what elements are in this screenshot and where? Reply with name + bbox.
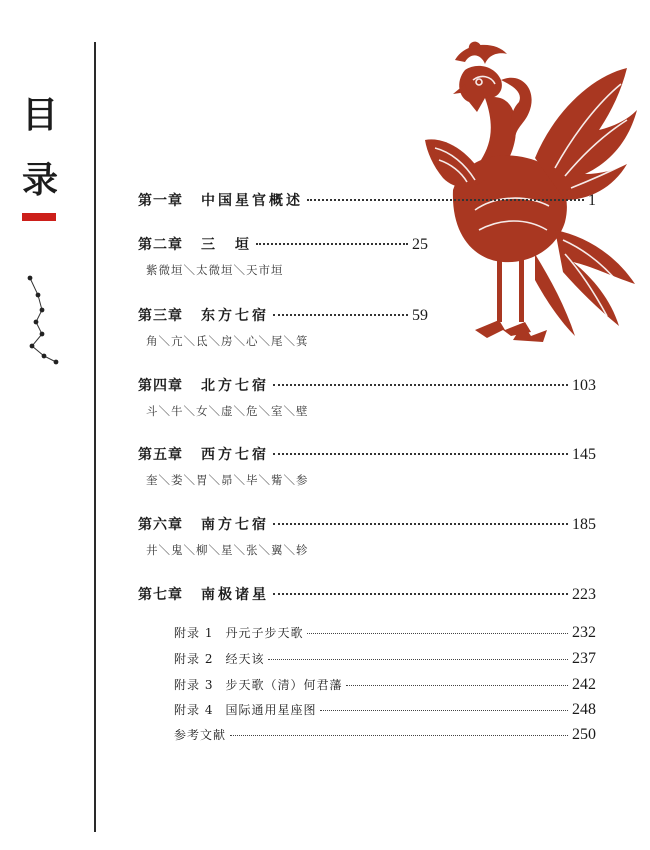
dot-leader bbox=[307, 199, 584, 201]
toc-appendix[interactable] bbox=[174, 676, 596, 694]
appendix-page-number: 248 bbox=[572, 701, 596, 718]
chapter-page-number: 223 bbox=[572, 586, 596, 603]
chapter-subitems: 奎＼娄＼胃＼昴＼毕＼觜＼参 bbox=[146, 473, 309, 487]
toc-appendix[interactable] bbox=[174, 650, 596, 668]
chapter-title: 南极诸星 bbox=[201, 587, 269, 603]
dot-leader bbox=[273, 593, 568, 595]
appendix-label: 附录 2 bbox=[174, 652, 214, 666]
chapter-label: 第二章 bbox=[138, 237, 183, 253]
dot-leader bbox=[273, 384, 568, 386]
appendix-title: 步天歌（清）何君藩 bbox=[225, 678, 343, 692]
chapter-page-number: 1 bbox=[588, 192, 596, 209]
appendix-title: 经天该 bbox=[225, 652, 265, 666]
appendix-page-number: 250 bbox=[572, 726, 596, 743]
chapter-page-number: 185 bbox=[572, 516, 596, 533]
chapter-subitems: 紫微垣＼太微垣＼天市垣 bbox=[146, 263, 284, 277]
dot-leader bbox=[273, 453, 568, 455]
dot-leader bbox=[273, 314, 408, 316]
chapter-label: 第三章 bbox=[138, 308, 183, 324]
appendix-page-number: 232 bbox=[572, 624, 596, 641]
dot-leader bbox=[273, 523, 568, 525]
title-accent-bar bbox=[22, 213, 56, 221]
dot-leader bbox=[256, 243, 408, 245]
chapter-title: 南方七宿 bbox=[201, 517, 269, 533]
dot-leader bbox=[268, 659, 568, 660]
chapter-page-number: 145 bbox=[572, 446, 596, 463]
chapter-title: 东方七宿 bbox=[201, 308, 269, 324]
dot-leader bbox=[346, 685, 568, 686]
toc-chapter[interactable] bbox=[138, 190, 598, 210]
chapter-page-number: 59 bbox=[412, 307, 428, 324]
toc-appendix[interactable] bbox=[174, 701, 596, 719]
page-title-char-1: 目 bbox=[21, 94, 58, 136]
page-title-char-2: 录 bbox=[21, 159, 58, 201]
chapter-title: 三 垣 bbox=[201, 237, 252, 253]
appendix-label: 附录 4 bbox=[174, 703, 214, 717]
dot-leader bbox=[230, 735, 568, 736]
toc-chapter[interactable] bbox=[138, 375, 598, 419]
chapter-subitems: 斗＼牛＼女＼虚＼危＼室＼壁 bbox=[146, 404, 309, 418]
chapter-label: 第五章 bbox=[138, 447, 183, 463]
chapter-title: 北方七宿 bbox=[201, 378, 269, 394]
chapter-page-number: 25 bbox=[412, 236, 428, 253]
appendix-title: 国际通用星座图 bbox=[225, 703, 317, 717]
dot-leader bbox=[320, 710, 568, 711]
chapter-subitems: 角＼亢＼氐＼房＼心＼尾＼箕 bbox=[146, 334, 309, 348]
vertical-divider bbox=[94, 42, 96, 832]
chapter-title: 西方七宿 bbox=[201, 447, 269, 463]
chapter-label: 第四章 bbox=[138, 378, 183, 394]
toc-appendix[interactable] bbox=[174, 726, 596, 744]
appendix-label: 附录 3 bbox=[174, 678, 214, 692]
chapter-subitems: 井＼鬼＼柳＼星＼张＼翼＼轸 bbox=[146, 543, 309, 557]
toc-chapter[interactable] bbox=[138, 234, 598, 278]
chapter-label: 第六章 bbox=[138, 517, 183, 533]
constellation-icon bbox=[18, 270, 68, 370]
chapter-page-number: 103 bbox=[572, 377, 596, 394]
appendix-page-number: 242 bbox=[572, 676, 596, 693]
toc-chapter[interactable] bbox=[138, 514, 598, 558]
chapter-title: 中国星官概述 bbox=[201, 193, 303, 209]
toc-appendix[interactable] bbox=[174, 624, 596, 642]
appendix-title: 参考文献 bbox=[174, 728, 227, 742]
toc-chapter[interactable] bbox=[138, 305, 598, 349]
chapter-label: 第一章 bbox=[138, 193, 183, 209]
appendix-label: 附录 1 bbox=[174, 626, 214, 640]
appendix-title: 丹元子步天歌 bbox=[225, 626, 304, 640]
chapter-label: 第七章 bbox=[138, 587, 183, 603]
toc-chapter[interactable] bbox=[138, 584, 598, 604]
appendix-page-number: 237 bbox=[572, 650, 596, 667]
dot-leader bbox=[307, 633, 568, 634]
toc-chapter[interactable] bbox=[138, 444, 598, 488]
